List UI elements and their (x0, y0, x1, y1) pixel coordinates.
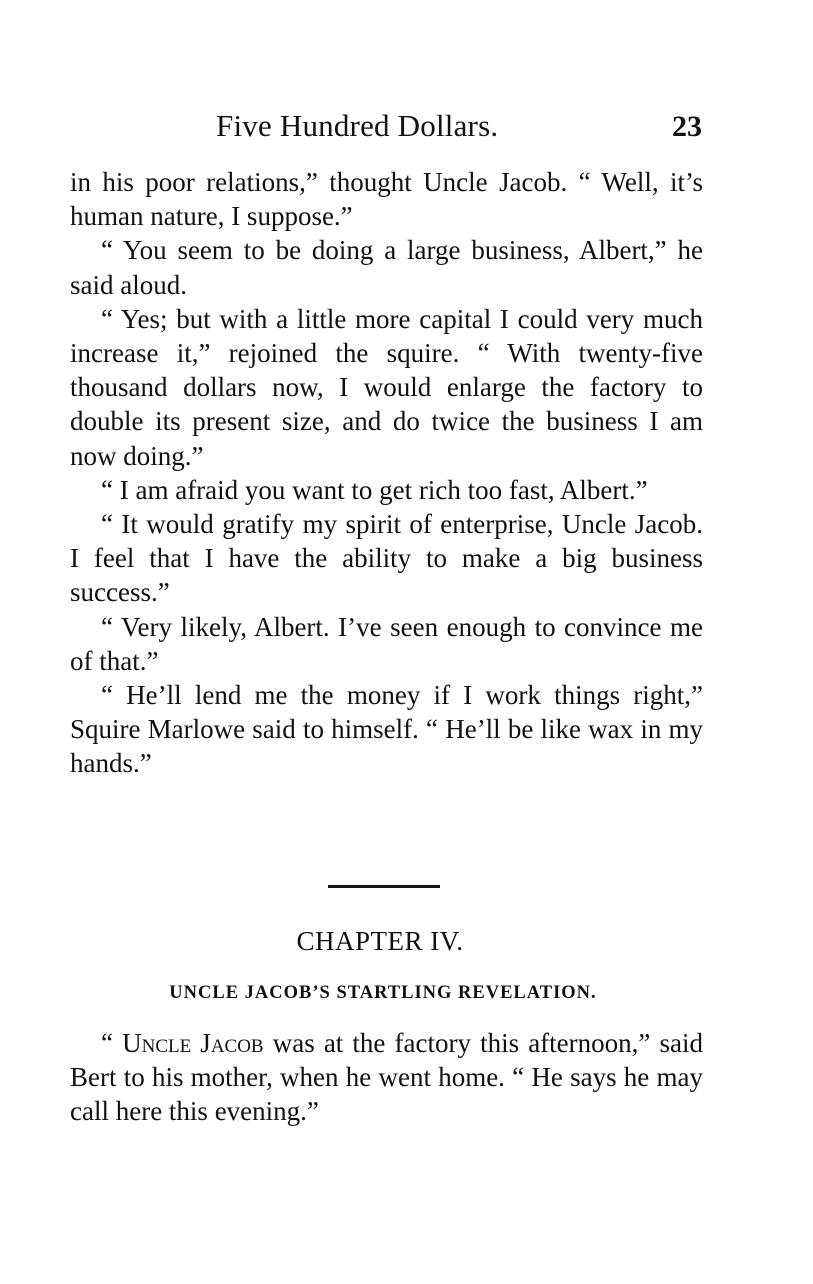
paragraph (70, 1026, 703, 1129)
chapter-subtitle: UNCLE JACOB’S STARTLING REVELATION. (169, 983, 597, 1003)
body-text (70, 165, 703, 781)
section-divider (328, 885, 440, 888)
paragraph: “ It would gratify my spirit of enterprise, Uncle Jacob. I feel that I have the ability to make a big business success.” (70, 509, 703, 608)
running-title: Five Hundred Dollars. (216, 108, 499, 143)
page-number: 23 (672, 110, 702, 143)
paragraph: “ Yes; but with a little more capital I could very much increase it,” rejoined the squire. “ With twenty-five thousand dollars now, I would enlarge the factory to double its present size, and do twice the business I am now doing.” (70, 303, 703, 471)
opening-words: “ Uncle Jacob (101, 1028, 264, 1058)
running-head (70, 108, 706, 148)
chapter-title: CHAPTER IV. (296, 926, 464, 956)
opening-rest: was at the factory this afternoon,” said Bert to his mother, when he went home. “ He says he may call here this evening.” (70, 1028, 703, 1127)
chapter-opening (70, 1026, 703, 1129)
paragraph: “ You seem to be doing a large business, Albert,” he said aloud. (70, 235, 703, 300)
paragraph: “ He’ll lend me the money if I work things right,” Squire Marlowe said to himself. “ He’ll be like wax in my hands.” (70, 680, 703, 779)
paragraph: in his poor relations,” thought Uncle Jacob. “ Well, it’s human nature, I suppose.” (70, 167, 703, 232)
paragraph: “ Very likely, Albert. I’ve seen enough to convince me of that.” (70, 611, 703, 676)
paragraph: “ I am afraid you want to get rich too fast, Albert.” (101, 474, 648, 505)
